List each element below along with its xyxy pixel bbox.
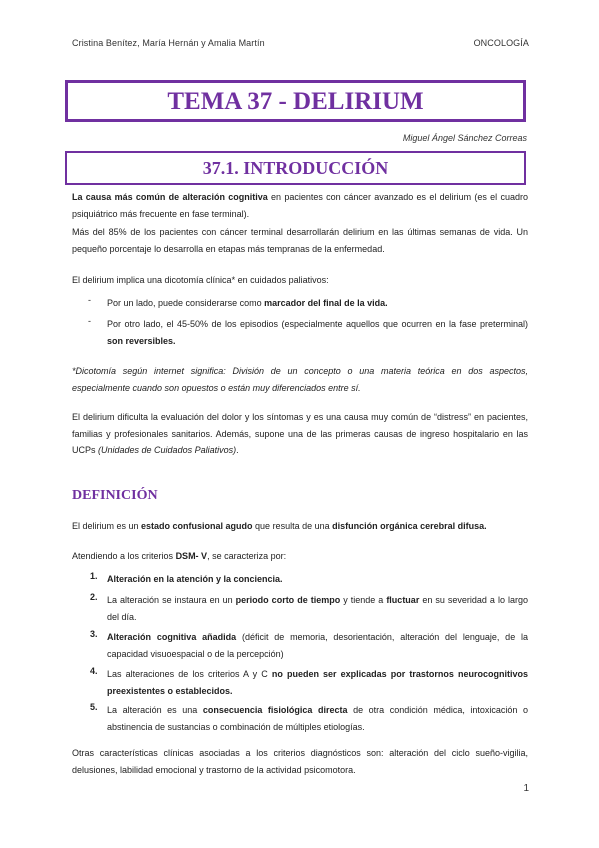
intro-paragraph-4: El delirium dificulta la evaluación del dolor y los síntomas y es una causa muy común de “distress” en pacientes, familias y profesionales sanitarios. Además, supone una de las primeras causas de ingreso hospitalario en las UCPs (Unidades de Cuidados Paliativos). xyxy=(72,412,528,455)
intro-paragraph-2: Más del 85% de los pacientes con cáncer terminal desarrollarán delirium en las últimas semanas de vida. Un pequeño porcentaje lo desarrolla en etapas más tempranas de la enfermedad. xyxy=(72,227,528,254)
definition-final-paragraph: Otras características clínicas asociadas a los criterios diagnósticos son: alteración del ciclo sueño-vigilia, delusiones, labilidad emocional y trastorno de la actividad psicomotora. xyxy=(72,748,528,775)
section-title-box xyxy=(65,151,526,185)
header-subject: ONCOLOGÍA xyxy=(473,38,529,48)
definition-paragraph-2: Atendiendo a los criterios DSM- V, se caracteriza por: xyxy=(72,551,287,561)
criteria-item-3: Alteración cognitiva añadida (déficit de memoria, desorientación, alteración del lenguaje, de la capacidad visuoespacial o de la percepción) xyxy=(107,632,529,659)
bullet-item-1: Por un lado, puede considerarse como marcador del final de la vida. xyxy=(107,298,388,308)
page-number: 1 xyxy=(523,783,529,794)
bullet-marker: - xyxy=(88,295,91,305)
list-number: 1. xyxy=(90,571,98,581)
criteria-item-4: Las alteraciones de los criterios A y C no pueden ser explicadas por trastornos neurocognitivos preexistentes o establecidos. xyxy=(107,669,528,696)
list-number: 5. xyxy=(90,702,98,712)
intro-paragraph-1: La causa más común de alteración cognitiva en pacientes con cáncer avanzado es el delirium (es el cuadro psiquiátrico más frecuente en fase terminal). xyxy=(72,192,528,219)
dichotomy-note: *Dicotomía según internet significa: División de un concepto o una materia teórica en dos aspectos, especialmente cuando son opuestos o están muy diferenciados entre sí. xyxy=(72,366,528,393)
author-name: Miguel Ángel Sánchez Correas xyxy=(402,133,527,143)
page-title: TEMA 37 - DELIRIUM xyxy=(167,88,424,115)
definition-heading: DEFINICIÓN xyxy=(72,488,158,503)
intro-paragraph-3: El delirium implica una dicotomía clínica* en cuidados paliativos: xyxy=(72,275,329,285)
criteria-item-2: La alteración se instaura en un periodo corto de tiempo y tiende a fluctuar en su severidad a lo largo del día. xyxy=(107,595,528,622)
list-number: 2. xyxy=(90,592,98,602)
criteria-item-5: La alteración es una consecuencia fisiológica directa de otra condición médica, intoxicación o abstinencia de sustancias o combinación de múltiples etiologías. xyxy=(107,705,528,732)
section-title: 37.1. INTRODUCCIÓN xyxy=(202,158,389,178)
criteria-item-1: Alteración en la atención y la conciencia. xyxy=(107,574,283,584)
header-authors: Cristina Benítez, María Hernán y Amalia Martín xyxy=(72,38,265,48)
bullet-item-2: Por otro lado, el 45-50% de los episodios (especialmente aquellos que ocurren en la fase preterminal) son reversibles. xyxy=(107,319,528,346)
list-number: 4. xyxy=(90,666,98,676)
title-box xyxy=(65,80,526,122)
bullet-marker: - xyxy=(88,316,91,326)
list-number: 3. xyxy=(90,629,98,639)
definition-paragraph-1: El delirium es un estado confusional agudo que resulta de una disfunción orgánica cerebral difusa. xyxy=(72,521,487,531)
